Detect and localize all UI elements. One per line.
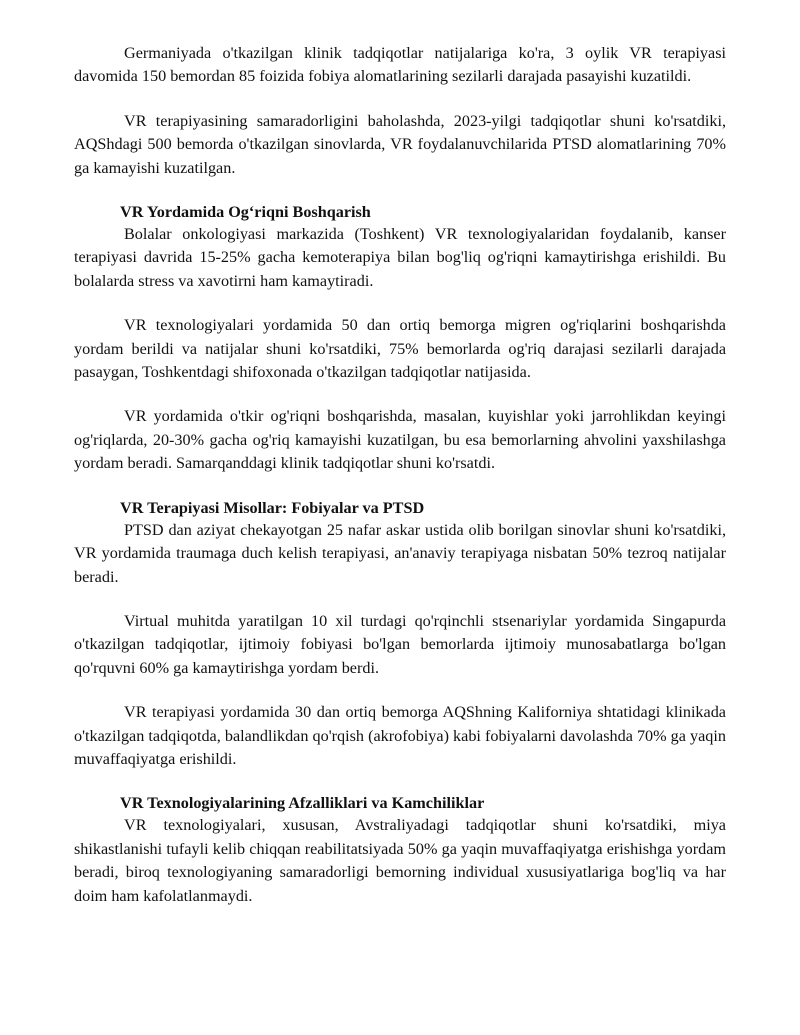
paragraph-migraine-study: VR texnologiyalari yordamida 50 dan ortiq bemorga migren og'riqlarini boshqarishda yordam berildi va natijalar shuni ko'rsatdiki, 75% bemorlarda og'riq darajasi sezilarli darajada pasaygan, Toshkentdagi shifoxonada o'tkazilgan tadqiqotlar natijasida.: [74, 316, 726, 382]
section-heading-pain-management: VR Yordamida Og‘riqni Boshqarish: [120, 203, 371, 222]
section-heading-phobias-ptsd: VR Terapiyasi Misollar: Fobiyalar va PTSD: [120, 498, 425, 517]
paragraph-australia-study: VR texnologiyalari, xususan, Avstraliyadagi tadqiqotlar shuni ko'rsatdiki, miya shikastlanishi tufayli kelib chiqqan reabilitatsiyada 50% ga yaqin muvaffaqiyatga erishishga yordam beradi, biroq texnologiyaning samaradorligi bemorning individual xususiyatlariga bog'liq va har doim ham kafolatlanmaydi.: [74, 816, 726, 905]
paragraph-california-study: VR terapiyasi yordamida 30 dan ortiq bemorga AQShning Kaliforniya shtatidagi klinikada o'tkazilgan tadqiqotda, balandlikdan qo'rqish (akrofobiya) kabi fobiyalarni davolashda 70% ga yaqin muvaffaqiyatga erishildi.: [74, 703, 726, 768]
paragraph-usa-ptsd-study: VR terapiyasining samaradorligini baholashda, 2023-yilgi tadqiqotlar shuni ko'rsatdiki, AQShdagi 500 bemorda o'tkazilgan sinovlarda, VR foydalanuvchilarida PTSD alomatlarining 70% ga kamayishi kuzatilgan.: [74, 111, 726, 177]
document-page: [74, 42, 726, 929]
section-heading-pros-cons: VR Texnologiyalarining Afzalliklari va Kamchiliklar: [120, 794, 485, 813]
paragraph-soldiers-study: PTSD dan aziyat chekayotgan 25 nafar askar ustida olib borilgan sinovlar shuni ko'rsatdiki, VR yordamida traumaga duch kelish terapiyasi, an'anaviy terapiyaga nisbatan 50% tezroq natijalar beradi.: [74, 520, 726, 586]
paragraph-singapore-study: Virtual muhitda yaratilgan 10 xil turdagi qo'rqinchli stsenariylar yordamida Singapurda o'tkazilgan tadqiqotlar, ijtimoiy fobiyasi bo'lgan bemorlarda ijtimoiy munosabatlarga bo'lgan qo'rquvni 60% ga kamaytirishga yordam berdi.: [74, 611, 726, 677]
paragraph-germany-study: Germaniyada o'tkazilgan klinik tadqiqotlar natijalariga ko'ra, 3 oylik VR terapiyasi davomida 150 bemordan 85 foizida fobiya alomatlarining sezilarli darajada pasayishi kuzatildi.: [74, 44, 726, 86]
paragraph-acute-pain-study: VR yordamida o'tkir og'riqni boshqarishda, masalan, kuyishlar yoki jarrohlikdan keyingi og'riqlarda, 20-30% gacha og'riq kamayishi kuzatilgan, bu esa bemorlarning ahvolini yaxshilashga yordam beradi. Samarqanddagi klinik tadqiqotlar shuni ko'rsatdi.: [74, 407, 726, 473]
paragraph-oncology-center: Bolalar onkologiyasi markazida (Toshkent) VR texnologiyalaridan foydalanib, kanser terapiyasi davrida 15-25% gacha kemoterapiya bilan bog'liq og'riqni kamaytirishga erishildi. Bu bolalarda stress va xavotirni ham kamaytiradi.: [74, 225, 726, 290]
